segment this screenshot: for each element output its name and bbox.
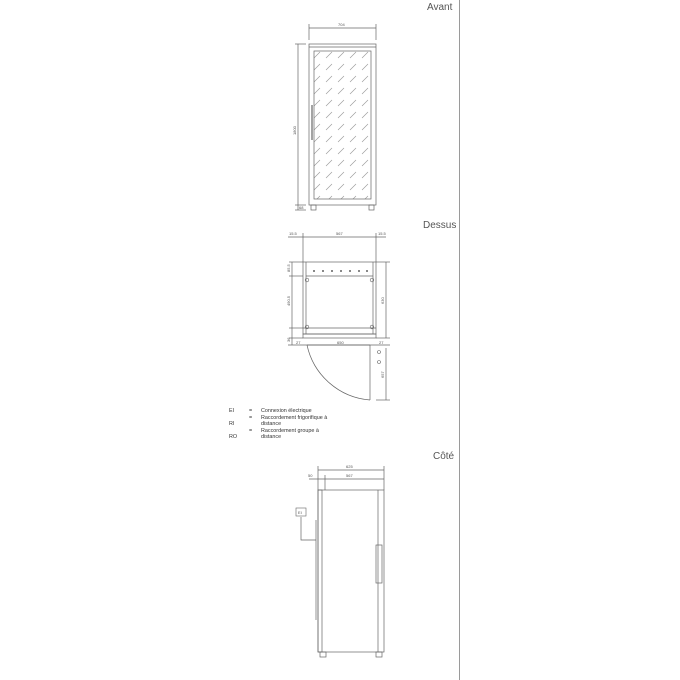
dim-top-left-mid: 490.5 (286, 295, 291, 306)
legend-code: RO (229, 434, 238, 441)
legend-code (229, 428, 249, 435)
legend-text: distance (261, 434, 282, 441)
side-view (301, 466, 384, 657)
legend-code: RI (229, 421, 235, 428)
view-title-side: Côté (433, 451, 455, 462)
top-view-connection-points (305, 278, 380, 363)
dim-top-right-margin: 15.5 (378, 231, 386, 236)
dim-top-right-mid: 630 (380, 297, 385, 304)
legend-row (229, 434, 327, 441)
legend-code: EI (229, 408, 235, 414)
dim-side-depth-inner: 567 (346, 473, 353, 478)
dim-top-width: 567 (336, 231, 343, 236)
dim-top-left-upper: 85.5 (286, 264, 291, 272)
dim-top-left-margin: 15.5 (289, 231, 297, 236)
legend-eq: = (249, 414, 253, 421)
front-view (295, 24, 376, 210)
legend (229, 408, 327, 441)
dim-top-bottom-width: 650 (337, 340, 344, 345)
legend-text: distance (261, 421, 282, 428)
legend-text: Raccordement frigorifique à (261, 414, 328, 421)
legend-row (229, 408, 327, 415)
dim-front-width: 704 (338, 22, 345, 27)
dim-top-bottom-right: 27 (379, 340, 384, 345)
dim-top-left-lower: 36 (286, 337, 291, 342)
view-title-top: Dessus (423, 220, 457, 231)
legend-code (229, 415, 249, 422)
top-view-grille-dots (313, 270, 368, 272)
legend-eq: = (249, 427, 253, 434)
legend-row (229, 415, 327, 422)
legend-row (229, 428, 327, 435)
dim-top-door-swing: 657 (380, 371, 385, 378)
dim-front-foot: 68 (299, 205, 304, 210)
dim-side-top-offset: 50 (308, 473, 313, 478)
legend-text: Raccordement groupe à (261, 427, 319, 434)
dim-side-depth-outer: 625 (346, 464, 353, 469)
dim-front-height: 1800 (292, 126, 297, 135)
legend-eq: = (249, 408, 253, 414)
legend-text: Connexion électrique (261, 408, 312, 414)
top-view (288, 233, 390, 400)
legend-eq (249, 434, 261, 441)
dim-top-bottom-left: 27 (296, 340, 301, 345)
legend-eq (249, 421, 261, 428)
ei-marker-label: EI (298, 510, 302, 515)
view-title-front: Avant (427, 2, 453, 13)
legend-row (229, 421, 327, 428)
